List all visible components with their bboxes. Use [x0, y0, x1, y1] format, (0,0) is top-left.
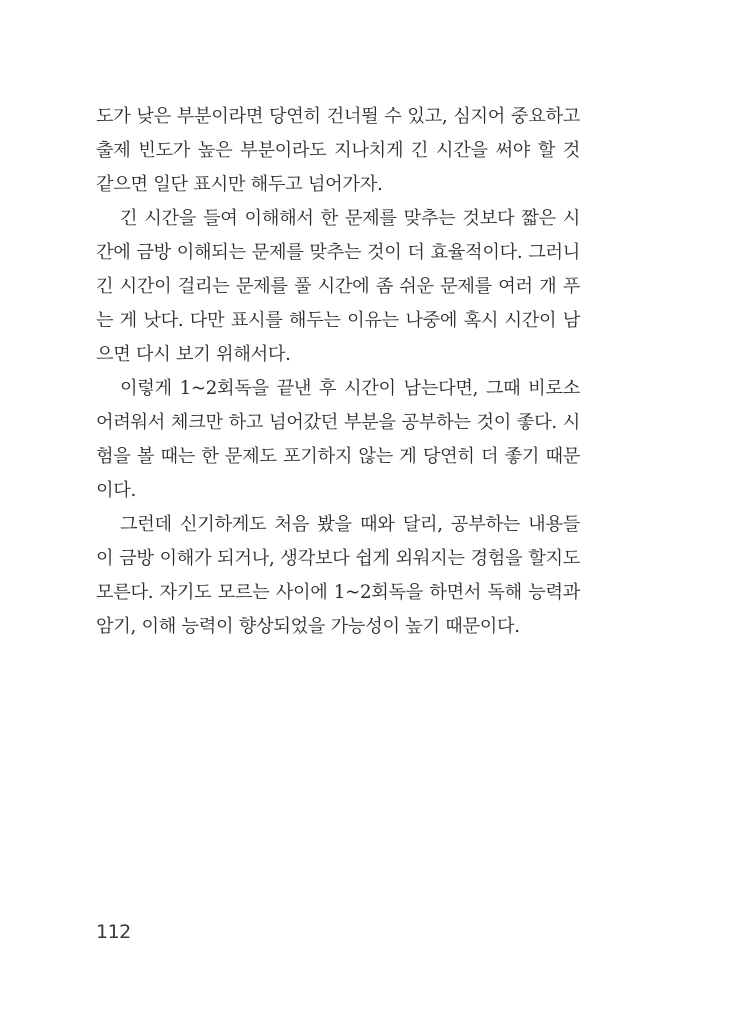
- text-line: 이 금방 이해가 되거나, 생각보다 쉽게 외워지는 경험을 할지도: [96, 548, 580, 569]
- text-line: 어려워서 체크만 하고 넘어갔던 부분을 공부하는 것이 좋다. 시: [96, 412, 580, 433]
- text-line: 같으면 일단 표시만 해두고 넘어가자.: [96, 174, 383, 195]
- text-line: 이렇게 1~2회독을 끝낸 후 시간이 남는다면, 그때 비로소: [120, 378, 580, 399]
- text-line: 이다.: [96, 480, 137, 501]
- text-line: 긴 시간을 들여 이해해서 한 문제를 맞추는 것보다 짧은 시: [120, 208, 580, 229]
- text-line: 긴 시간이 걸리는 문제를 풀 시간에 좀 쉬운 문제를 여러 개 푸: [96, 276, 580, 297]
- text-line: 간에 금방 이해되는 문제를 맞추는 것이 더 효율적이다. 그러니: [96, 242, 580, 263]
- text-line: 는 게 낫다. 다만 표시를 해두는 이유는 나중에 혹시 시간이 남: [96, 310, 580, 331]
- text-line: 으면 다시 보기 위해서다.: [96, 344, 291, 365]
- text-line: 암기, 이해 능력이 향상되었을 가능성이 높기 때문이다.: [96, 616, 520, 637]
- text-line: 출제 빈도가 높은 부분이라도 지나치게 긴 시간을 써야 할 것: [96, 140, 580, 161]
- body-text: [96, 100, 580, 644]
- text-line: 그런데 신기하게도 처음 봤을 때와 달리, 공부하는 내용들: [120, 514, 580, 535]
- text-line: 험을 볼 때는 한 문제도 포기하지 않는 게 당연히 더 좋기 때문: [96, 446, 580, 467]
- text-line: 모른다. 자기도 모르는 사이에 1~2회독을 하면서 독해 능력과: [96, 582, 580, 603]
- text-line: 도가 낮은 부분이라면 당연히 건너뛸 수 있고, 심지어 중요하고: [96, 106, 580, 127]
- page-number: 112: [96, 921, 131, 943]
